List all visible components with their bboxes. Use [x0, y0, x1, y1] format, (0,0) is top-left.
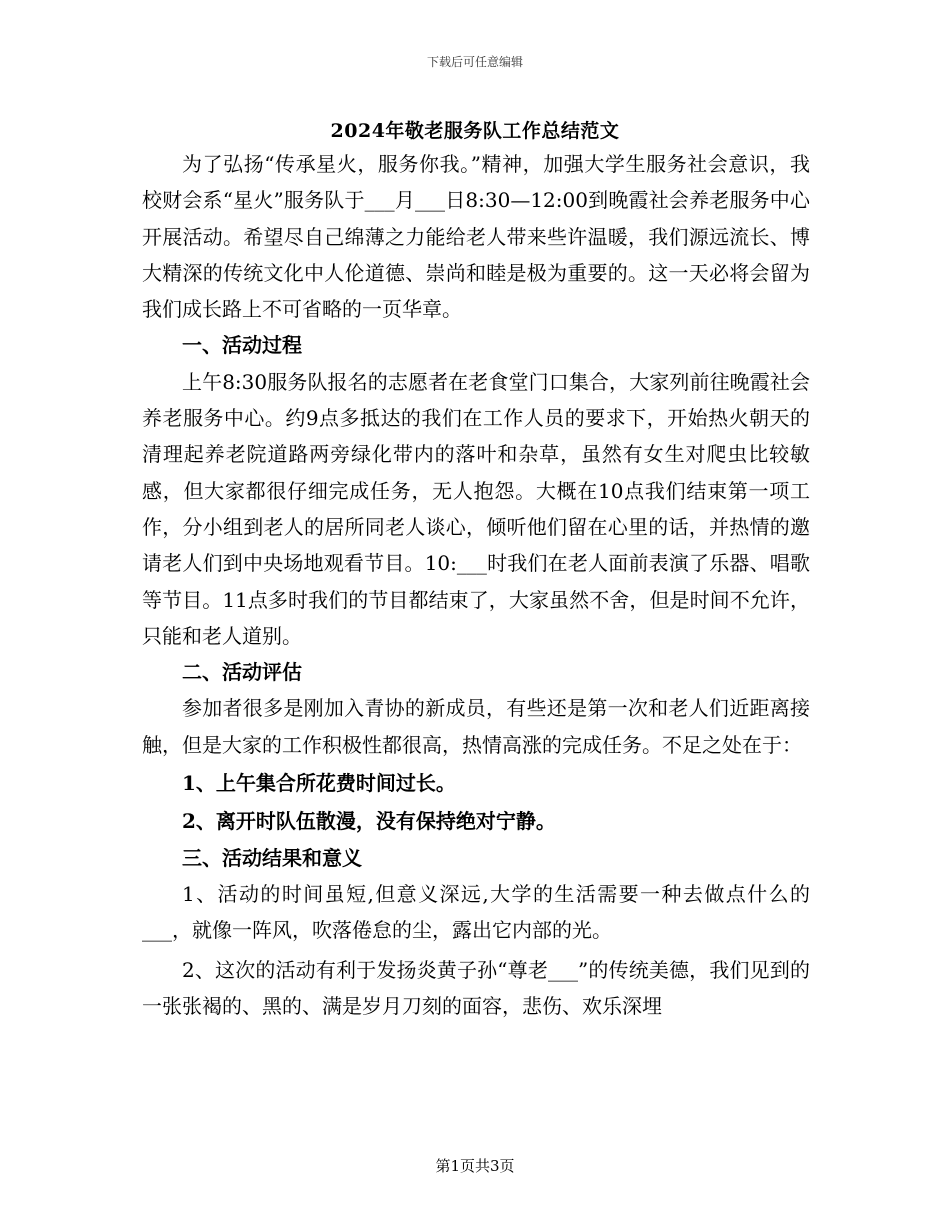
shortcoming-item-2: 2、离开时队伍散漫，没有保持绝对宁静。: [182, 809, 556, 834]
results-paragraph-1: 1、活动的时间虽短,但意义深远,大学的生活需要一种去做点什么的___，就像一阵风，吹落倦怠的尘，露出它内部的光。: [142, 881, 810, 943]
section-heading-evaluation: 二、活动评估: [182, 660, 302, 685]
document-title: 2024年敬老服务队工作总结范文: [330, 120, 620, 142]
document-body: [142, 146, 810, 1024]
evaluation-paragraph: 参加者很多是刚加入青协的新成员，有些还是第一次和老人们近距离接触，但是大家的工作积极性都很高，热情高涨的完成任务。不足之处在于：: [142, 696, 810, 757]
section-heading-results: 三、活动结果和意义: [182, 845, 362, 870]
header-note: 下载后可任意编辑: [426, 55, 523, 69]
results-paragraph-2: 2、这次的活动有利于发扬炎黄子孙“尊老___”的传统美德，我们见到的一张张褐的、黑的、满是岁月刀刻的面容，悲伤、欢乐深埋: [142, 957, 810, 1018]
intro-paragraph: 为了弘扬“传承星火，服务你我。”精神，加强大学生服务社会意识，我校财会系“星火”服务队于___月___日8:30—12:00到晚霞社会养老服务中心开展活动。希望尽自己绵薄之力能给老人带来些许温暖，我们源远流长、博大精深的传统文化中人伦道德、崇尚和睦是极为重要的。这一天必将会留为我们成长路上不可省略的一页华章。: [142, 152, 810, 322]
section-heading-process: 一、活动过程: [182, 333, 302, 358]
page-number-footer: 第1页共3页: [435, 1157, 515, 1175]
shortcoming-item-1: 1、上午集合所花费时间过长。: [182, 771, 456, 796]
process-paragraph: 上午8:30服务队报名的志愿者在老食堂门口集合，大家列前往晚霞社会养老服务中心。约9点多抵达的我们在工作人员的要求下，开始热火朝天的清理起养老院道路两旁绿化带内的落叶和杂草，虽然有女生对爬虫比较敏感，但大家都很仔细完成任务，无人抱怨。大概在10点我们结束第一项工作，分小组到老人的居所同老人谈心，倾听他们留在心里的话，并热情的邀请老人们到中央场地观看节目。10:___时我们在老人面前表演了乐器、唱歌等节目。11点多时我们的节目都结束了，大家虽然不舍，但是时间不允许，只能和老人道别。: [142, 369, 810, 648]
